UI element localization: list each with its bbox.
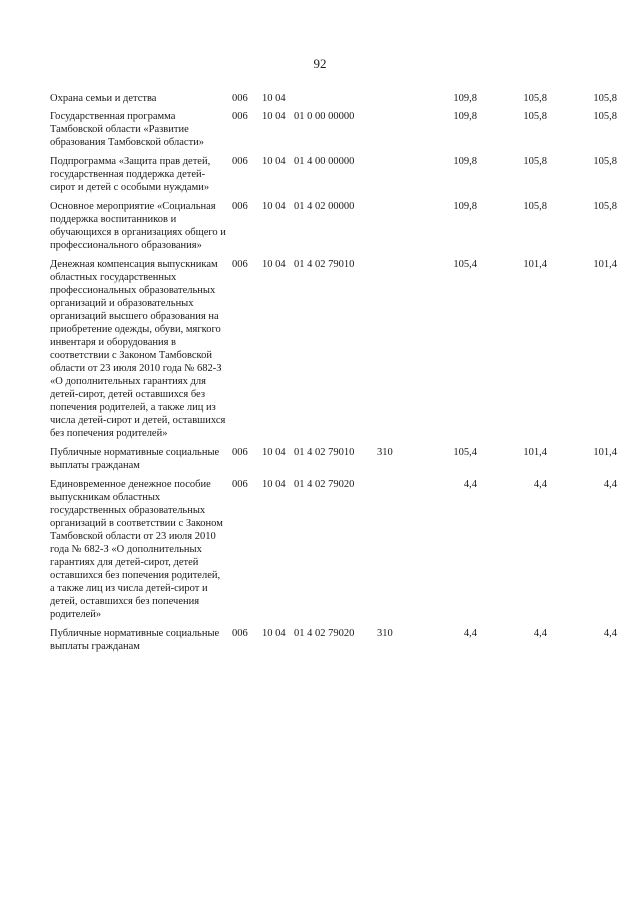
value-year-2: 105,8 <box>523 201 547 212</box>
expense-code <box>377 258 407 440</box>
target-code <box>294 92 377 105</box>
target-code: 01 4 02 79010 <box>294 447 355 458</box>
target-code: 01 4 02 79020 <box>294 479 355 490</box>
value-year-3: 105,8 <box>593 93 617 104</box>
target-code: 01 4 02 00000 <box>294 201 355 212</box>
expense-code <box>377 155 407 194</box>
row-name: Денежная компенсация выпускникам областных государственных профессиональных образовательных организаций и образовательных организаций высшего образования на приобретение одежды, обуви, мягкого инвентаря и оборудования в соответствии с Законом Тамбовской области от 23 июля 2010 года № 682-З «О дополнительных гарантиях для детей-сирот, детей оставшихся без попечения родителей, а также лиц из числа детей-сирот и детей, оставшихся без попечения родителей» <box>50 259 226 439</box>
row-name: Единовременное денежное пособие выпускникам областных государственных образовательных организаций в соответствии с Законом Тамбовской области от 23 июля 2010 года № 682-З «О дополнительных гарантиях для детей-сирот, детей оставшихся без попечения родителей, а также лиц из числа детей-сирот и детей, оставшихся без попечения родителей» <box>50 479 223 620</box>
table-row <box>50 478 620 621</box>
value-year-1: 105,4 <box>453 259 477 270</box>
target-code: 01 4 02 79020 <box>294 628 355 639</box>
budget-table <box>50 92 620 659</box>
table-row <box>50 258 620 440</box>
section-code: 10 04 <box>262 93 286 104</box>
table-row <box>50 200 620 252</box>
value-year-1: 109,8 <box>453 111 477 122</box>
expense-code <box>377 478 407 621</box>
expense-code <box>377 200 407 252</box>
value-year-1: 109,8 <box>453 156 477 167</box>
value-year-2: 105,8 <box>523 156 547 167</box>
expense-code <box>377 110 407 149</box>
expense-code: 310 <box>377 447 393 458</box>
table-row <box>50 110 620 149</box>
target-code: 01 0 00 00000 <box>294 111 355 122</box>
value-year-3: 105,8 <box>593 111 617 122</box>
row-name: Публичные нормативные социальные выплаты гражданам <box>50 447 220 471</box>
row-name: Государственная программа Тамбовской области «Развитие образования Тамбовской области» <box>50 111 205 148</box>
value-year-1: 4,4 <box>463 628 477 639</box>
value-year-2: 4,4 <box>533 479 547 490</box>
page-number: 92 <box>313 56 327 71</box>
ministry-code: 006 <box>232 479 248 490</box>
ministry-code: 006 <box>232 447 248 458</box>
value-year-3: 4,4 <box>603 628 617 639</box>
value-year-2: 105,8 <box>523 93 547 104</box>
value-year-3: 4,4 <box>603 479 617 490</box>
value-year-3: 105,8 <box>593 201 617 212</box>
section-code: 10 04 <box>262 447 286 458</box>
section-code: 10 04 <box>262 479 286 490</box>
ministry-code: 006 <box>232 201 248 212</box>
ministry-code: 006 <box>232 156 248 167</box>
value-year-1: 4,4 <box>463 479 477 490</box>
table-row <box>50 446 620 472</box>
ministry-code: 006 <box>232 111 248 122</box>
ministry-code: 006 <box>232 93 248 104</box>
value-year-3: 105,8 <box>593 156 617 167</box>
section-code: 10 04 <box>262 259 286 270</box>
target-code: 01 4 00 00000 <box>294 156 355 167</box>
section-code: 10 04 <box>262 201 286 212</box>
row-name: Основное мероприятие «Социальная поддержка воспитанников и обучающихся в организациях общего и профессионального образования» <box>50 201 226 251</box>
value-year-2: 101,4 <box>523 259 547 270</box>
value-year-2: 105,8 <box>523 111 547 122</box>
expense-code <box>377 92 407 105</box>
value-year-2: 101,4 <box>523 447 547 458</box>
value-year-1: 105,4 <box>453 447 477 458</box>
section-code: 10 04 <box>262 628 286 639</box>
value-year-2: 4,4 <box>533 628 547 639</box>
table-row <box>50 92 620 105</box>
value-year-1: 109,8 <box>453 201 477 212</box>
row-name: Публичные нормативные социальные выплаты гражданам <box>50 628 220 652</box>
row-name: Подпрограмма «Защита прав детей, государственная поддержка детей-сирот и детей с особыми нуждами» <box>50 156 211 193</box>
ministry-code: 006 <box>232 259 248 270</box>
expense-code: 310 <box>377 628 393 639</box>
ministry-code: 006 <box>232 628 248 639</box>
value-year-3: 101,4 <box>593 447 617 458</box>
target-code: 01 4 02 79010 <box>294 259 355 270</box>
row-name: Охрана семьи и детства <box>50 93 157 104</box>
value-year-3: 101,4 <box>593 259 617 270</box>
section-code: 10 04 <box>262 156 286 167</box>
table-row <box>50 155 620 194</box>
value-year-1: 109,8 <box>453 93 477 104</box>
table-row <box>50 627 620 653</box>
section-code: 10 04 <box>262 111 286 122</box>
